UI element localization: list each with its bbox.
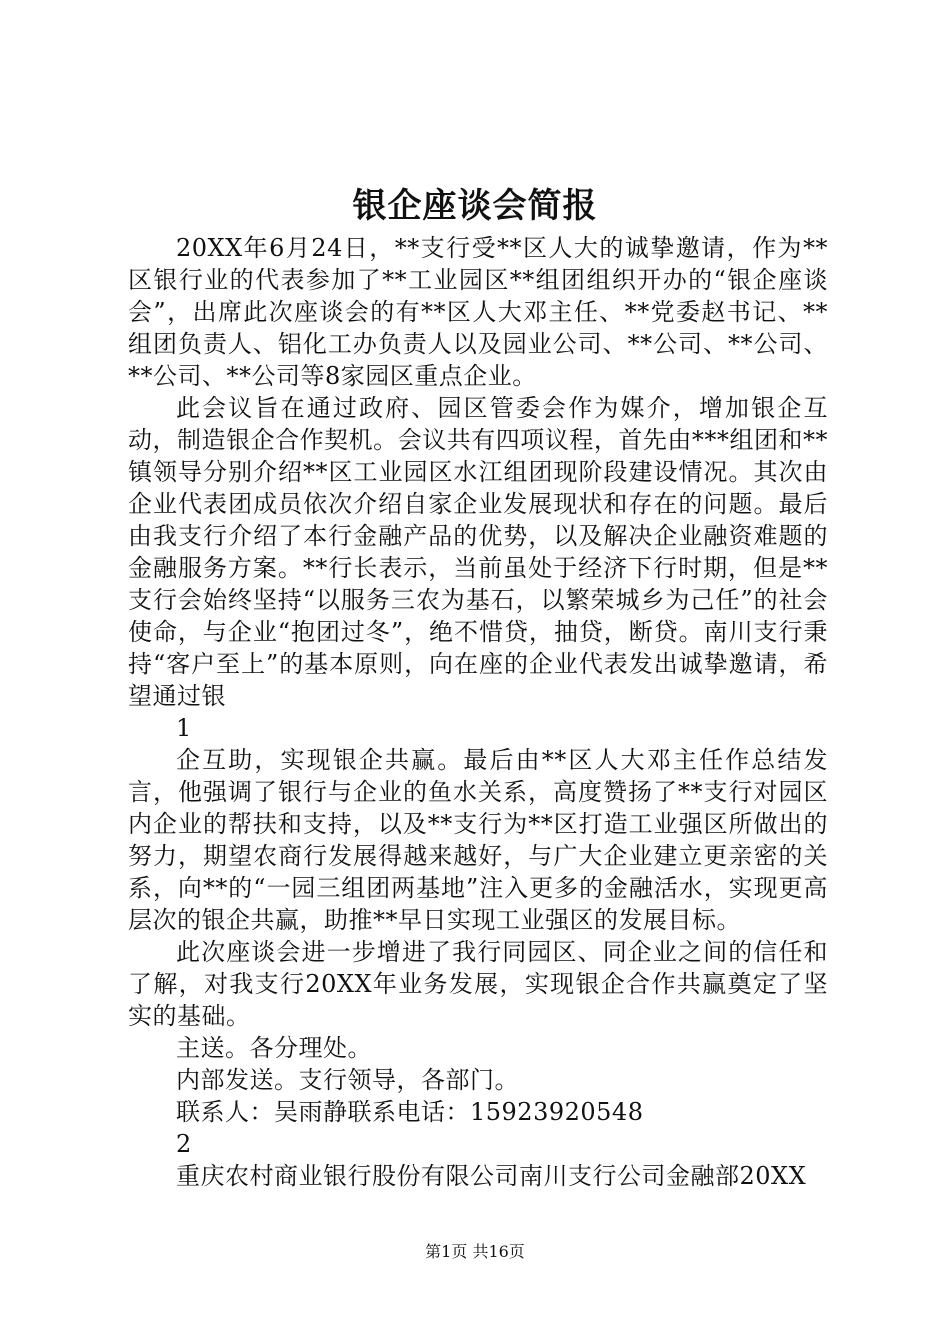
page-footer: 第1页 共16页 [425,1242,525,1261]
paragraph-intro: 20XX年6月24日，**支行受**区人大的诚挚邀请，作为**区银行业的代表参加了**工业园区**组团组织开办的“银企座谈会”，出席此次座谈会的有**区人大邓主任、**党委赵书记、**组团负责人、铝化工办负责人以及园业公司、**公司、**公司、**公司、**公司等8家园区重点企业。 [128,234,828,390]
page-marker-2: 2 [176,1130,192,1158]
document-title: 银企座谈会简报 [352,186,598,226]
contact-line: 联系人：吴雨静联系电话：15923920548 [176,1098,644,1126]
paragraph-conclusion: 此次座谈会进一步增进了我行同园区、同企业之间的信任和了解，对我支行20XX年业务发展，实现银企合作共赢奠定了坚实的基础。 [128,938,828,1030]
page-marker-1: 1 [176,714,192,742]
distribution-internal: 内部发送。支行领导，各部门。 [176,1066,519,1094]
paragraph-meeting-purpose: 此会议旨在通过政府、园区管委会作为媒介，增加银企互动，制造银企合作契机。会议共有四项议程，首先由***组团和**镇领导分别介绍**区工业园区水江组团现阶段建设情况。其次由企业代表团成员依次介绍自家企业发展现状和存在的问题。最后由我支行介绍了本行金融产品的优势，以及解决企业融资难题的金融服务方案。**行长表示，当前虽处于经济下行时期，但是**支行会始终坚持“以服务三农为基石，以繁荣城乡为己任”的社会使命，与企业“抱团过冬”，绝不惜贷，抽贷，断贷。南川支行秉持“客户至上”的基本原则，向在座的企业代表发出诚挚邀请，希望通过银 [128,394,828,710]
document-body [128,232,828,1192]
issuer-line: 重庆农村商业银行股份有限公司南川支行公司金融部20XX [176,1162,807,1190]
distribution-main: 主送。各分理处。 [176,1034,372,1062]
paragraph-summary-speech: 企互助，实现银企共赢。最后由**区人大邓主任作总结发言，他强调了银行与企业的鱼水关系，高度赞扬了**支行对园区内企业的帮扶和支持，以及**支行为**区打造工业强区所做出的努力，期望农商行发展得越来越好，与广大企业建立更亲密的关系，向**的“一园三组团两基地”注入更多的金融活水，实现更高层次的银企共赢，助推**早日实现工业强区的发展目标。 [128,746,828,934]
